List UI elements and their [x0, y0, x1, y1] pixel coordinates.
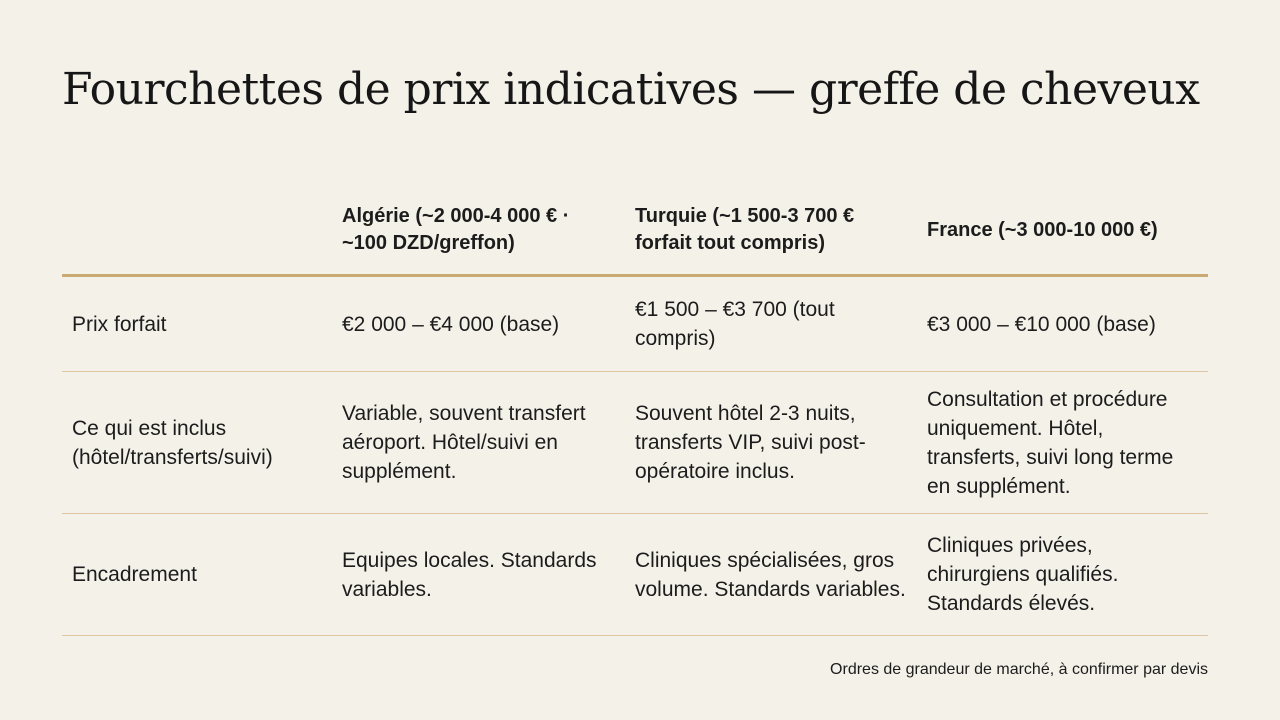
footnote: Ordres de grandeur de marché, à confirmer par devis — [830, 661, 1208, 678]
header-cell-france: France (~3 000-10 000 €) — [917, 186, 1208, 276]
header-cell-turkey: Turquie (~1 500-3 700 € forfait tout compris) — [625, 186, 917, 276]
table-cell: €2 000 – €4 000 (base) — [332, 276, 625, 372]
table-cell: Equipes locales. Standards variables. — [332, 514, 625, 636]
table-header-row — [62, 186, 1208, 276]
table-row — [62, 372, 1208, 514]
table-cell: Cliniques privées, chirurgiens qualifiés. Standards élevés. — [917, 514, 1208, 636]
header-cell-empty — [62, 186, 332, 276]
table-cell: Souvent hôtel 2-3 nuits, transferts VIP, suivi post-opératoire inclus. — [625, 372, 917, 514]
table-row — [62, 514, 1208, 636]
table-cell: Cliniques spécialisées, gros volume. Standards variables. — [625, 514, 917, 636]
table-cell: Consultation et procédure uniquement. Hôtel, transferts, suivi long terme en supplément. — [917, 372, 1208, 514]
price-comparison-table — [62, 186, 1208, 636]
table-cell: €1 500 – €3 700 (tout compris) — [625, 276, 917, 372]
table-cell: Variable, souvent transfert aéroport. Hôtel/suivi en supplément. — [332, 372, 625, 514]
page-title: Fourchettes de prix indicatives — greffe de cheveux — [62, 64, 1200, 115]
table-cell: €3 000 – €10 000 (base) — [917, 276, 1208, 372]
row-label: Ce qui est inclus (hôtel/transferts/suivi) — [62, 372, 332, 514]
header-cell-algeria: Algérie (~2 000-4 000 € · ~100 DZD/greffon) — [332, 186, 625, 276]
row-label: Prix forfait — [62, 276, 332, 372]
row-label: Encadrement — [62, 514, 332, 636]
table-row — [62, 276, 1208, 372]
